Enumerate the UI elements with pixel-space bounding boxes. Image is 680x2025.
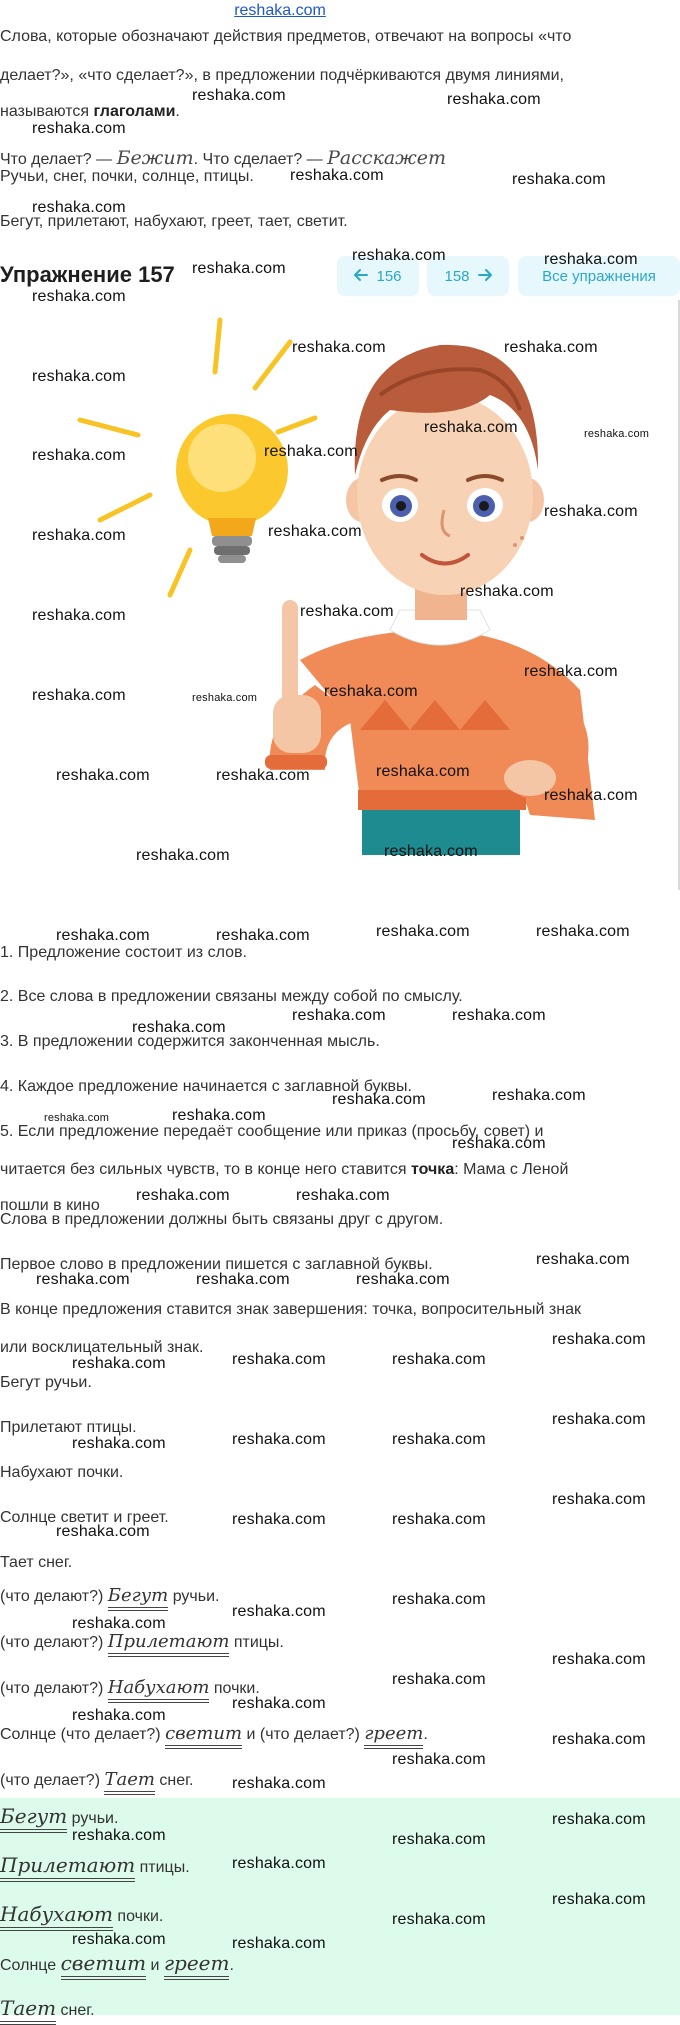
question-label: (что делают?) <box>0 1634 108 1651</box>
watermark: reshaka.com <box>292 1007 386 1024</box>
question-label: (что делает?) <box>60 1726 166 1743</box>
watermark: reshaka.com <box>384 843 478 860</box>
all-exercises-button[interactable]: Все упражнения <box>518 256 680 296</box>
example-word-1: Бежит <box>116 147 194 169</box>
question-label: (что делает?) <box>259 1726 365 1743</box>
answer-line-3 <box>0 1901 163 1930</box>
watermark: reshaka.com <box>232 1431 326 1448</box>
sentence-4: Солнце светит и греет. <box>0 1509 169 1526</box>
watermark: reshaka.com <box>56 1523 150 1540</box>
watermark: reshaka.com <box>196 1271 290 1288</box>
watermark: reshaka.com <box>552 1491 646 1508</box>
watermark: reshaka.com <box>524 663 618 680</box>
note-1: Слова в предложении должны быть связаны друг с другом. <box>0 1211 444 1228</box>
verb-underlined: Прилетают <box>0 1853 135 1882</box>
watermark: reshaka.com <box>72 1615 166 1632</box>
watermark: reshaka.com <box>392 1671 486 1688</box>
sentence-rest: почки. <box>209 1680 260 1697</box>
watermark: reshaka.com <box>232 1855 326 1872</box>
rule-5: 5. Если предложение передаёт сообщение или приказ (просьбу, совет) и <box>0 1123 544 1140</box>
answer-line-4 <box>0 1950 234 1979</box>
question-line-4 <box>0 1721 428 1748</box>
watermark: reshaka.com <box>504 339 598 356</box>
sentence-end: . <box>423 1726 428 1743</box>
rule-4: 4. Каждое предложение начинается с заглавной буквы. <box>0 1078 412 1095</box>
watermark: reshaka.com <box>552 1731 646 1748</box>
watermark: reshaka.com <box>376 763 470 780</box>
watermark: reshaka.com <box>136 847 230 864</box>
example-word-2: Расскажет <box>327 147 447 169</box>
verb-underlined: светит <box>165 1723 242 1749</box>
watermark: reshaka.com <box>376 923 470 940</box>
watermark: reshaka.com <box>32 607 126 624</box>
verb-underlined: греет <box>364 1723 423 1749</box>
watermark: reshaka.com <box>584 428 650 440</box>
watermark: reshaka.com <box>172 1107 266 1124</box>
watermark: reshaka.com <box>552 1891 646 1908</box>
sentence-rest: снег. <box>154 1772 194 1789</box>
rule-5-line-2 <box>0 1157 568 1183</box>
watermark: reshaka.com <box>72 1435 166 1452</box>
watermark: reshaka.com <box>352 247 446 264</box>
answer-line-2 <box>0 1852 190 1881</box>
watermark: reshaka.com <box>32 687 126 704</box>
watermark: reshaka.com <box>268 523 362 540</box>
answer-line-5 <box>0 1995 95 2020</box>
watermark: reshaka.com <box>332 1091 426 1108</box>
verb-underlined: Бегут <box>0 1804 67 1833</box>
watermark: reshaka.com <box>447 91 541 108</box>
theory-bold-term: глаголами <box>93 103 176 120</box>
watermark: reshaka.com <box>544 787 638 804</box>
watermark: reshaka.com <box>32 288 126 305</box>
sentence-start: Солнце <box>0 1957 61 1974</box>
sentence-3: Набухают почки. <box>0 1464 124 1481</box>
watermark: reshaka.com <box>56 767 150 784</box>
watermark: reshaka.com <box>136 1187 230 1204</box>
question-line-2 <box>0 1629 284 1656</box>
sweater-pattern <box>360 700 510 730</box>
question-label: (что делает?) <box>0 1772 105 1789</box>
rule-5-suffix: : Мама с Леной <box>454 1161 569 1178</box>
watermark: reshaka.com <box>452 1135 546 1152</box>
rule-2: 2. Все слова в предложении связаны между собой по смыслу. <box>0 988 463 1005</box>
sentence-1: Бегут ручьи. <box>0 1374 92 1391</box>
watermark: reshaka.com <box>324 683 418 700</box>
watermark: reshaka.com <box>216 767 310 784</box>
sentence-rest: птицы. <box>135 1859 190 1876</box>
watermark: reshaka.com <box>392 1751 486 1768</box>
watermark: reshaka.com <box>392 1431 486 1448</box>
theory-line-1: Слова, которые обозначают действия предметов, отвечают на вопросы «что <box>0 28 572 45</box>
watermark: reshaka.com <box>32 368 126 385</box>
verb-underlined: Тает <box>0 1996 56 2025</box>
conjunction: и <box>146 1957 164 1974</box>
watermark: reshaka.com <box>232 1695 326 1712</box>
watermark: reshaka.com <box>512 171 606 188</box>
watermark: reshaka.com <box>56 927 150 944</box>
verb-underlined: Набухают <box>0 1902 113 1931</box>
watermark: reshaka.com <box>36 1271 130 1288</box>
watermark: reshaka.com <box>72 1355 166 1372</box>
watermark: reshaka.com <box>296 1187 390 1204</box>
watermark: reshaka.com <box>44 1112 110 1124</box>
task-verbs: Бегут, прилетают, набухают, греет, тает, светит. <box>0 213 348 230</box>
arrow-right-icon <box>478 268 492 285</box>
watermark: reshaka.com <box>392 1911 486 1928</box>
sentence-rest: снег. <box>56 2002 95 2019</box>
question-label: (что делают?) <box>0 1680 108 1697</box>
watermark: reshaka.com <box>232 1511 326 1528</box>
watermark: reshaka.com <box>544 503 638 520</box>
theory-suffix: . <box>175 103 180 120</box>
watermark: reshaka.com <box>72 1707 166 1724</box>
watermark: reshaka.com <box>72 1931 166 1948</box>
example-question-2: . Что сделает? — <box>193 151 328 168</box>
watermark: reshaka.com <box>424 419 518 436</box>
watermark: reshaka.com <box>300 603 394 620</box>
watermark: reshaka.com <box>290 167 384 184</box>
question-line-3 <box>0 1675 260 1702</box>
watermark: reshaka.com <box>356 1271 450 1288</box>
conjunction: и <box>242 1726 260 1743</box>
sentence-end: . <box>229 1957 234 1974</box>
task-nouns: Ручьи, снег, почки, солнце, птицы. <box>0 168 254 185</box>
watermark: reshaka.com <box>32 120 126 137</box>
watermark: reshaka.com <box>552 1651 646 1668</box>
example-question-1: Что делает? — <box>0 151 117 168</box>
next-exercise-label: 158 <box>444 267 470 285</box>
question-line-1 <box>0 1583 219 1610</box>
watermark: reshaka.com <box>32 199 126 216</box>
watermark: reshaka.com <box>460 583 554 600</box>
note-3: В конце предложения ставится знак завершения: точка, вопросительный знак <box>0 1301 581 1318</box>
arrow-left-icon <box>354 268 368 285</box>
theory-example <box>0 145 447 169</box>
watermark: reshaka.com <box>452 1007 546 1024</box>
verb-underlined: Прилетают <box>108 1631 230 1657</box>
watermark: reshaka.com <box>192 87 286 104</box>
note-4: или восклицательный знак. <box>0 1339 204 1356</box>
note-2: Первое слово в предложении пишется с заглавной буквы. <box>0 1256 433 1273</box>
watermark: reshaka.com <box>232 1351 326 1368</box>
watermark: reshaka.com <box>264 443 358 460</box>
watermark: reshaka.com <box>552 1331 646 1348</box>
theory-prefix: называются <box>0 103 94 120</box>
sentence-2: Прилетают птицы. <box>0 1419 137 1436</box>
watermark: reshaka.com <box>216 927 310 944</box>
sentence-rest: ручьи. <box>168 1588 220 1605</box>
rule-5-bold: точка <box>411 1161 455 1178</box>
watermark: reshaka.com <box>132 1019 226 1036</box>
watermark: reshaka.com <box>232 1603 326 1620</box>
watermark: reshaka.com <box>192 692 258 704</box>
watermark: reshaka.com <box>192 260 286 277</box>
theory-line-2: делает?», «что сделает?», в предложении подчёркиваются двумя линиями, <box>0 67 564 84</box>
verb-underlined: Бегут <box>108 1585 169 1611</box>
rule-5-line-3: пошли в кино <box>0 1197 100 1214</box>
prev-exercise-label: 156 <box>376 267 402 285</box>
site-link[interactable]: reshaka.com <box>234 2 326 19</box>
watermark: reshaka.com <box>552 1411 646 1428</box>
watermark: reshaka.com <box>552 1811 646 1828</box>
rule-1: 1. Предложение состоит из слов. <box>0 944 247 961</box>
watermark: reshaka.com <box>536 1251 630 1268</box>
rule-5-prefix: читается без сильных чувств, то в конце него ставится <box>0 1161 412 1178</box>
verb-underlined: Тает <box>104 1769 154 1795</box>
verb-underlined: Набухают <box>108 1677 210 1703</box>
sentence-5: Тает снег. <box>0 1554 73 1571</box>
rule-3: 3. В предложении содержится законченная мысль. <box>0 1033 380 1050</box>
watermark: reshaka.com <box>392 1511 486 1528</box>
watermark: reshaka.com <box>72 1827 166 1844</box>
sentence-rest: ручьи. <box>67 1810 119 1827</box>
verb-underlined: светит <box>61 1951 147 1980</box>
watermark: reshaka.com <box>32 447 126 464</box>
watermark: reshaka.com <box>392 1591 486 1608</box>
sentence-rest: почки. <box>112 1908 164 1925</box>
watermark: reshaka.com <box>544 251 638 268</box>
verb-underlined: греет <box>164 1951 230 1980</box>
watermark: reshaka.com <box>32 527 126 544</box>
watermark: reshaka.com <box>392 1351 486 1368</box>
watermark: reshaka.com <box>492 1087 586 1104</box>
watermark: reshaka.com <box>536 923 630 940</box>
watermark: reshaka.com <box>232 1935 326 1952</box>
exercise-title: Упражнение 157 <box>0 262 175 287</box>
question-line-5 <box>0 1767 193 1794</box>
boy-head <box>346 345 544 595</box>
question-label: (что делают?) <box>0 1588 108 1605</box>
watermark: reshaka.com <box>232 1775 326 1792</box>
watermark: reshaka.com <box>392 1831 486 1848</box>
sentence-rest: птицы. <box>229 1634 284 1651</box>
sentence-start: Солнце <box>0 1726 61 1743</box>
watermark: reshaka.com <box>292 339 386 356</box>
